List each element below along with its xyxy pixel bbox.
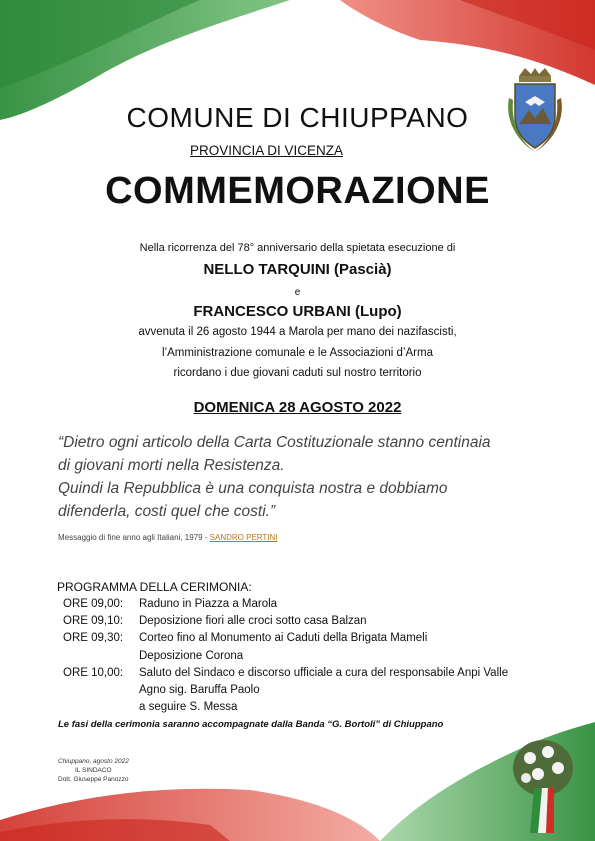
footer-role: IL SINDACO bbox=[75, 767, 112, 774]
quote-line: difenderla, costi quel che costi.” bbox=[58, 503, 276, 520]
band-note: Le fasi della cerimonia saranno accompagnate dalla Banda “G. Bortoli” di Chiuppano bbox=[58, 719, 444, 730]
intro-body-line: ricordano i due giovani caduti sul nostro territorio bbox=[173, 367, 422, 379]
programme-time: ORE 09,00: bbox=[63, 598, 124, 610]
quote-author-link[interactable]: SANDRO PERTINI bbox=[209, 533, 278, 542]
honoree-name-1: NELLO TARQUINI (Pascià) bbox=[203, 261, 392, 278]
programme-desc: Saluto del Sindaco e discorso ufficiale a cura del responsabile Anpi Valle bbox=[139, 667, 509, 679]
programme-desc: Agno sig. Baruffa Paolo bbox=[139, 684, 260, 696]
quote-line: di giovani morti nella Resistenza. bbox=[58, 457, 285, 474]
quote-line: Quindi la Repubblica è una conquista nostra e dobbiamo bbox=[58, 480, 448, 497]
programme-desc: Deposizione Corona bbox=[139, 650, 244, 662]
programme-desc: Corteo fino al Monumento ai Caduti della Brigata Mameli bbox=[139, 632, 428, 644]
intro-body-line: avvenuta il 26 agosto 1944 a Marola per mano dei nazifascisti, bbox=[138, 326, 457, 338]
quote-source bbox=[58, 533, 278, 542]
programme-time: ORE 10,00: bbox=[63, 667, 124, 679]
provincia-subtitle: PROVINCIA DI VICENZA bbox=[190, 143, 344, 158]
programme-desc: Raduno in Piazza a Marola bbox=[139, 598, 278, 610]
quote-source-text: Messaggio di fine anno agli Italiani, 1979 - bbox=[58, 533, 210, 542]
footer-place-date: Chiuppano, agosto 2022 bbox=[58, 758, 129, 765]
programme-title: PROGRAMMA DELLA CERIMONIA: bbox=[57, 580, 252, 594]
footer-signature-name: Dott. Giuseppe Panozzo bbox=[58, 776, 129, 783]
programme-desc: Deposizione fiori alle croci sotto casa Balzan bbox=[139, 615, 367, 627]
programme-desc: a seguire S. Messa bbox=[139, 701, 238, 713]
honoree-name-2: FRANCESCO URBANI (Lupo) bbox=[193, 303, 402, 320]
quote-line: “Dietro ogni articolo della Carta Costituzionale stanno centinaia bbox=[58, 434, 491, 451]
programme-time: ORE 09,30: bbox=[63, 632, 124, 644]
page-title: COMMEMORAZIONE bbox=[105, 170, 490, 212]
event-date: DOMENICA 28 AGOSTO 2022 bbox=[193, 399, 402, 416]
programme-time: ORE 09,10: bbox=[63, 615, 124, 627]
comune-title: COMUNE DI CHIUPPANO bbox=[126, 102, 469, 133]
intro-line: Nella ricorrenza del 78° anniversario della spietata esecuzione di bbox=[139, 242, 456, 254]
memorial-wreath-icon bbox=[508, 728, 578, 833]
intro-body-line: l’Amministrazione comunale e le Associazioni d’Arma bbox=[161, 347, 433, 359]
conjunction-text: e bbox=[294, 287, 301, 298]
